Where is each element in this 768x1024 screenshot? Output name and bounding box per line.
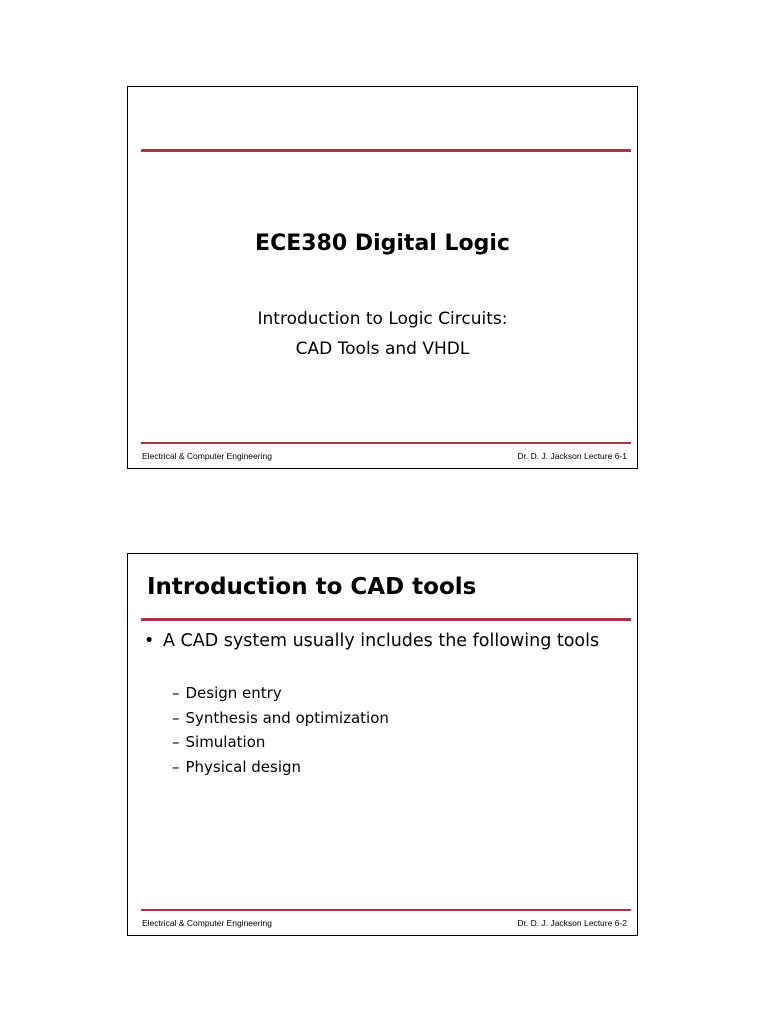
footer-department: Electrical & Computer Engineering xyxy=(142,451,272,461)
list-item xyxy=(172,706,389,731)
bullet-text: A CAD system usually includes the following tools xyxy=(163,631,600,651)
slide-1 xyxy=(127,86,638,469)
slide-2 xyxy=(127,553,638,936)
list-item xyxy=(172,681,389,706)
title-rule xyxy=(141,618,631,621)
list-item-text: Synthesis and optimization xyxy=(185,708,389,727)
list-item-text: Design entry xyxy=(185,684,282,702)
list-item xyxy=(172,730,389,755)
slide-subtitle-line-2: CAD Tools and VHDL xyxy=(295,339,470,359)
footer-rule xyxy=(141,909,631,911)
sub-bullet-list xyxy=(172,681,389,779)
dash-icon: – xyxy=(172,708,180,727)
title-rule xyxy=(141,149,631,152)
list-item-text: Simulation xyxy=(185,733,266,751)
dash-icon: – xyxy=(172,684,180,702)
list-item-text: Physical design xyxy=(185,757,302,776)
slide-title: ECE380 Digital Logic xyxy=(255,231,510,256)
slide-subtitle-line-1: Introduction to Logic Circuits: xyxy=(257,309,508,329)
list-item xyxy=(172,755,389,780)
slide-title: Introduction to CAD tools xyxy=(147,574,477,600)
dash-icon: – xyxy=(172,733,180,751)
footer-lecture-number: Dr. D. J. Jackson Lecture 6-1 xyxy=(517,451,627,461)
footer-lecture-number: Dr. D. J. Jackson Lecture 6-2 xyxy=(517,918,627,928)
bullet-icon: • xyxy=(144,631,155,651)
footer-rule xyxy=(141,442,631,444)
bullet-item xyxy=(144,629,624,653)
footer-department: Electrical & Computer Engineering xyxy=(142,918,272,928)
dash-icon: – xyxy=(172,757,180,776)
